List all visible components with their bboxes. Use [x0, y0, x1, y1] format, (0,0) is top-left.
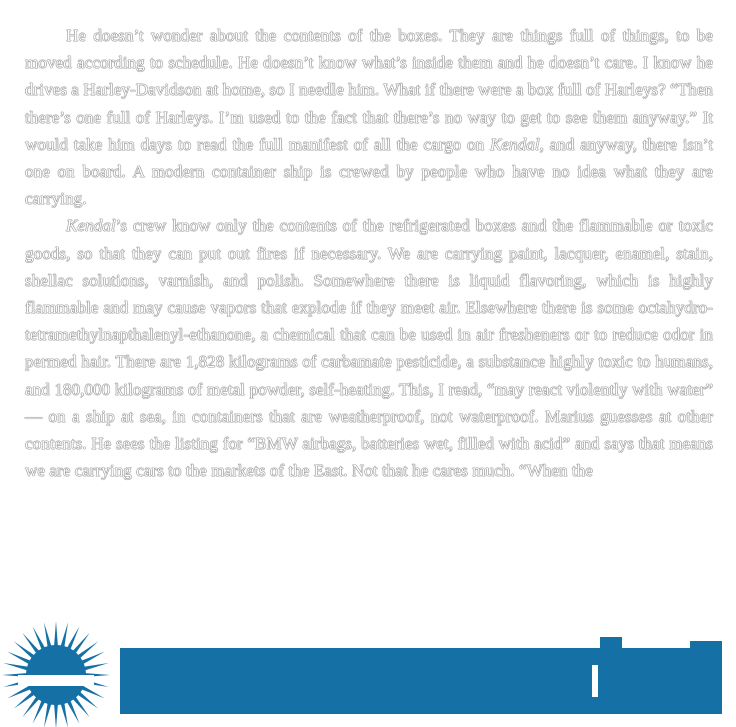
brand-band-notch: [592, 665, 598, 697]
paragraph-2: [25, 212, 713, 484]
sun-ray: [60, 702, 68, 727]
paragraph-1-text-b: , and anyway, there isn’t one on board. A modern container ship is crewed by people who have no idea what they are carrying.: [25, 134, 713, 209]
brand-band-tab: [600, 637, 622, 651]
brand-band: [120, 648, 722, 714]
body-text: [25, 22, 713, 484]
sun-ray: [44, 622, 52, 648]
sun-ray: [3, 663, 29, 671]
sun-icon: [0, 617, 112, 727]
paragraph-1-text-a: He doesn’t wonder about the contents of the boxes. They are things full of things, to be moved according to schedule. He doesn’t know what’s inside them and he doesn’t care. I know he drives a Harley-Davidson at home, so I needle him. What if there were a box full of Harleys? “Then there’s one full of Harleys. I’m used to the fact that there’s no way to get to see them anyway.” It would take him days to read the full manifest of all the cargo on: [25, 26, 713, 154]
sun-ray: [54, 703, 58, 727]
sun-ray: [60, 622, 68, 648]
paragraph-1: [25, 22, 713, 212]
sun-ray: [83, 663, 109, 671]
paragraph-2-text-a: ’s crew know only the contents of the refrigerated boxes and the flammable or toxic goods, so that they can put out fires if necessary. We are carrying paint, lacquer, enamel, stain, shellac solutions, varnish, and polish. Somewhere there is liquid flavoring, which is highly flammable and may cause vapors that explode if they meet air. Elsewhere there is some octahydro-tetramethylnapthalenyl-ethanone, a chemical that can be used in air fresheners or to reduce odor in permed hair. There are 1,828 kilograms of carbamate pesticide, a substance highly toxic to humans, and 180,000 kilograms of metal powder, self-heating. This, I read, “may react violently with water” — on a ship at sea, in containers that are weatherproof, not waterproof. Marius guesses at other contents. He sees the listing for “BMW airbags, batteries wet, filled with acid” and says that means we are carrying cars to the markets of the East. Not that he cares much. “When the: [25, 216, 713, 481]
ship-name-italic: Kendal: [489, 134, 540, 154]
brand-band-tab-right: [690, 641, 722, 651]
sun-ray: [54, 621, 58, 647]
sun-ray: [44, 702, 52, 727]
logo-bar: [0, 617, 736, 727]
ship-name-italic: Kendal: [66, 216, 116, 236]
